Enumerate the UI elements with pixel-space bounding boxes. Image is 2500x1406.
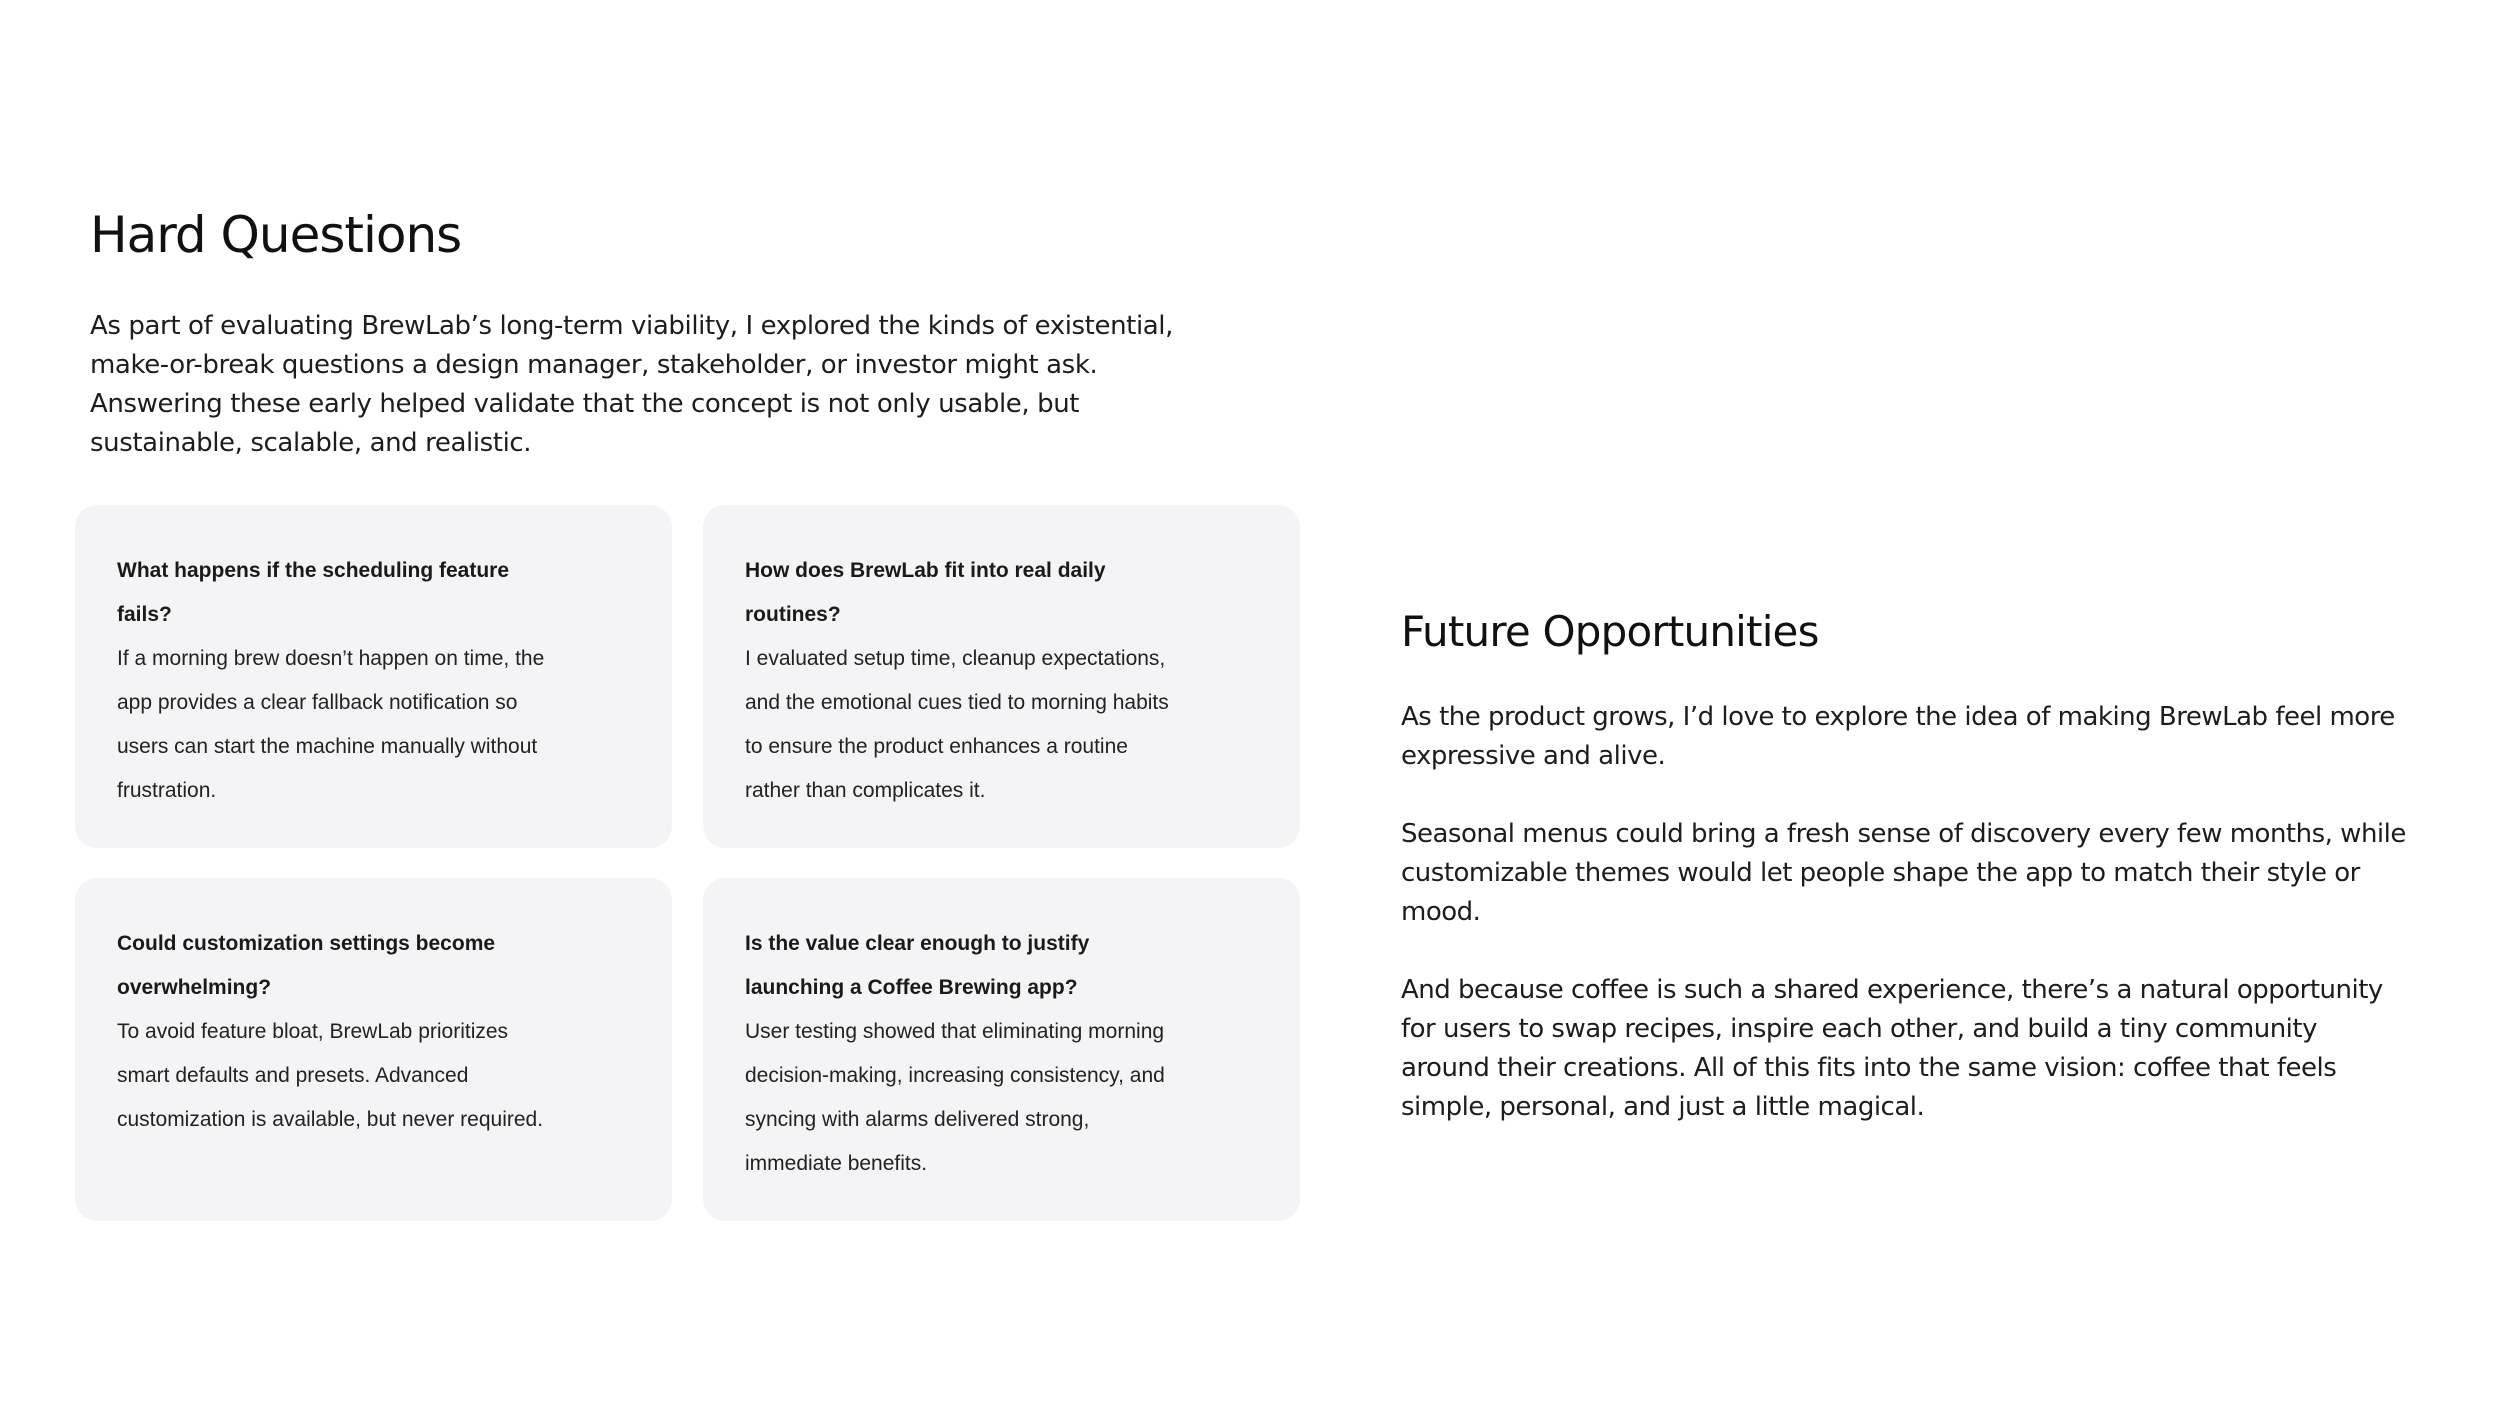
future-paragraph-1: As the product grows, I’d love to explore the idea of making BrewLab feel more expressive and alive. [1401, 702, 2395, 771]
card-answer: To avoid feature bloat, BrewLab prioritizes smart defaults and presets. Advanced customization is available, but never required. [117, 1020, 544, 1131]
card-answer: I evaluated setup time, cleanup expectations, and the emotional cues tied to morning habits to ensure the product enhances a routine rather than complicates it. [745, 647, 1169, 802]
future-paragraph-3: And because coffee is such a shared experience, there’s a natural opportunity for users to swap recipes, inspire each other, and build a tiny community around their creations. All of this fits into the same vision: coffee that feels simple, personal, and just a little magical. [1401, 975, 2383, 1122]
future-opportunities-section [1401, 602, 2411, 1127]
card-question: What happens if the scheduling feature fails? [117, 559, 510, 626]
card-answer: If a morning brew doesn’t happen on time, the app provides a clear fallback notification so users can start the machine manually without frustration. [117, 647, 545, 802]
question-card-routines [703, 505, 1300, 848]
future-opportunities-title: Future Opportunities [1401, 607, 1819, 656]
card-question: Could customization settings become overwhelming? [117, 932, 496, 999]
hard-questions-title: Hard Questions [90, 206, 462, 264]
question-card-customization [75, 878, 672, 1221]
card-answer: User testing showed that eliminating morning decision-making, increasing consistency, and syncing with alarms delivered strong, immediate benefits. [745, 1020, 1165, 1175]
question-card-scheduling [75, 505, 672, 848]
card-question: Is the value clear enough to justify launching a Coffee Brewing app? [745, 932, 1090, 999]
question-cards-grid [75, 505, 1300, 1221]
question-card-value [703, 878, 1300, 1221]
hard-questions-section [90, 205, 1190, 463]
future-paragraph-2: Seasonal menus could bring a fresh sense of discovery every few months, while customizable themes would let people shape the app to match their style or mood. [1401, 819, 2406, 927]
hard-questions-intro: As part of evaluating BrewLab’s long-term viability, I explored the kinds of existential, make-or-break questions a design manager, stakeholder, or investor might ask. Answering these early helped validate that the concept is not only usable, but sustainable, scalable, and realistic. [90, 311, 1173, 458]
card-question: How does BrewLab fit into real daily routines? [745, 559, 1106, 626]
